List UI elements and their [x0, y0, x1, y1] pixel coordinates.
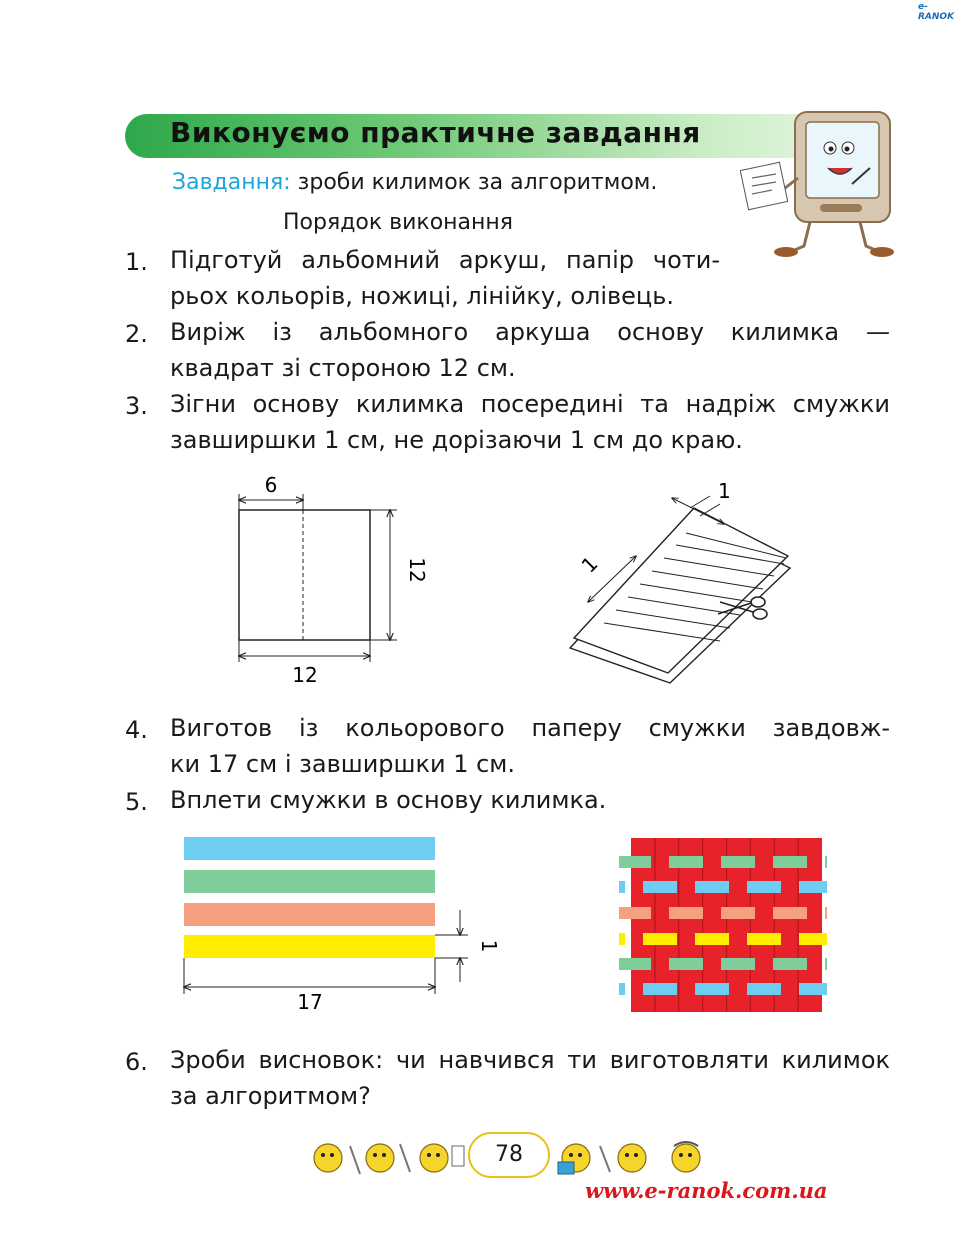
mat-weave-strip: [825, 907, 827, 919]
footer-characters-right-illustration: [556, 1136, 706, 1178]
publisher-logo: e-RANOK: [918, 2, 955, 22]
mat-weave-strip: [799, 983, 827, 995]
step-line: завширшки 1 см, не дорізаючи 1 см до краю.: [170, 426, 743, 454]
mat-weave-strip: [773, 856, 807, 868]
dimension-label: 12: [405, 557, 429, 583]
mat-weave-strip: [799, 881, 827, 893]
tablet-character-illustration: [740, 108, 895, 258]
mat-weave-strip: [825, 856, 827, 868]
step-line: квадрат зі стороною 12 см.: [170, 354, 516, 382]
mat-weave-strip: [695, 933, 729, 945]
mat-weave-strip: [619, 958, 651, 970]
step-2-text: [170, 314, 890, 386]
woven-mat-figure: [617, 836, 832, 1014]
mat-weave-strip: [643, 983, 677, 995]
dimension-label: 1: [718, 479, 731, 503]
mat-weave-strip: [669, 958, 703, 970]
task-label: Завдання:: [172, 170, 291, 195]
step-number: 4.: [125, 716, 148, 744]
dimension-label: 17: [297, 990, 323, 1014]
step-line: ки 17 см і завширшки 1 см.: [170, 750, 516, 778]
dimension-label: 6: [264, 473, 278, 497]
footer-characters-left-illustration: [310, 1136, 465, 1178]
step-number: 2.: [125, 320, 148, 348]
folded-sheet-figure: [560, 478, 800, 693]
mat-weave-strip: [747, 881, 781, 893]
mat-weave-strip: [619, 907, 651, 919]
mat-weave-strip: [721, 856, 755, 868]
mat-weave-strip: [721, 907, 755, 919]
mat-weave-strip: [643, 881, 677, 893]
step-line: Виготов із кольорового паперу смужки завдовж-: [170, 714, 890, 742]
step-number: 5.: [125, 788, 148, 816]
mat-weave-strip: [619, 983, 625, 995]
step-3-text: [170, 386, 890, 458]
step-line: рьох кольорів, ножиці, лінійку, олівець.: [170, 282, 675, 310]
dimension-label: 1: [576, 551, 603, 578]
page-number: 78: [468, 1132, 550, 1178]
step-line: Виріж із альбомного аркуша основу килимка —: [170, 318, 890, 346]
order-title: Порядок виконання: [283, 210, 514, 235]
mat-weave-strip: [619, 881, 625, 893]
task-statement: [172, 170, 657, 195]
mat-weave-strip: [747, 983, 781, 995]
salmon-strip: [184, 903, 435, 926]
square-base-figure: [225, 470, 435, 690]
step-line: Зігни основу килимка посередині та надріж смужки: [170, 390, 890, 418]
mat-weave-strip: [799, 933, 827, 945]
mat-weave-strip: [747, 933, 781, 945]
task-text: зроби килимок за алгоритмом.: [290, 170, 658, 195]
mat-weave-strip: [669, 856, 703, 868]
step-number: 3.: [125, 392, 148, 420]
mat-weave-strip: [695, 983, 729, 995]
dimension-label: 12: [292, 663, 318, 687]
step-line: за алгоритмом?: [170, 1082, 371, 1110]
step-1-text: [170, 242, 720, 314]
mat-weave-strip: [721, 958, 755, 970]
dimension-label: 1: [477, 939, 501, 953]
green-strip: [184, 870, 435, 893]
page-title: Виконуємо практичне завдання: [170, 116, 701, 149]
mat-weave-strip: [695, 881, 729, 893]
website-link[interactable]: www.e-ranok.com.ua: [585, 1178, 828, 1203]
mat-weave-strip: [773, 907, 807, 919]
mat-weave-strip: [643, 933, 677, 945]
step-5-text: [170, 782, 890, 818]
step-line: Вплети смужки в основу килимка.: [170, 786, 607, 814]
color-strips-figure: [176, 832, 506, 1017]
step-number: 1.: [125, 248, 148, 276]
step-line: Зроби висновок: чи навчився ти виготовляти килимок: [170, 1046, 890, 1074]
mat-weave-strip: [825, 958, 827, 970]
mat-weave-strip: [619, 933, 625, 945]
square-shape: [239, 510, 370, 640]
step-6-text: [170, 1042, 890, 1114]
mat-weave-strip: [773, 958, 807, 970]
step-number: 6.: [125, 1048, 148, 1076]
mat-weave-strip: [619, 856, 651, 868]
yellow-strip: [184, 935, 435, 958]
blue-strip: [184, 837, 435, 860]
step-4-text: [170, 710, 890, 782]
mat-weave-strip: [669, 907, 703, 919]
step-line: Підготуй альбомний аркуш, папір чоти-: [170, 246, 720, 274]
